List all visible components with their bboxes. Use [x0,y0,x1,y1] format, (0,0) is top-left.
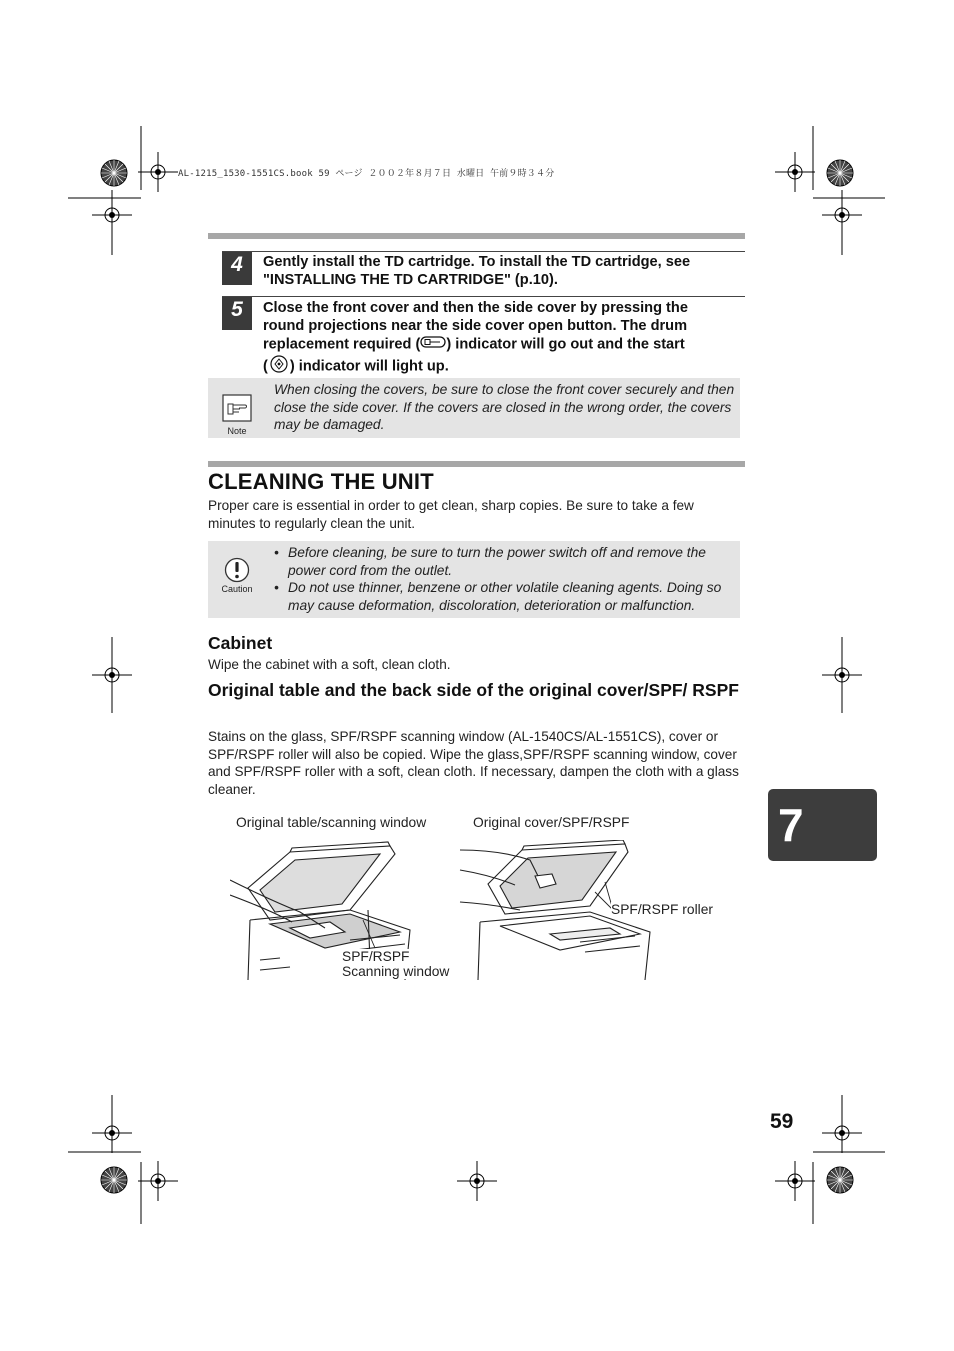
section-intro: Proper care is essential in order to get clean, sharp copies. Be sure to take a few minutes to regularly clean the unit. [208,498,694,531]
section-rule [208,461,745,467]
list-item [274,544,736,579]
start-indicator-icon [268,355,290,379]
caution-label: Caution [221,584,253,594]
step-5-line-part: replacement required ( [263,336,421,353]
caution-list [274,544,736,614]
step-4-text: Gently install the TD cartridge. To install the TD cartridge, see "INSTALLING THE TD CARTRIDGE" (p.10). [263,254,691,288]
step-5-line-part: ) indicator will go out and the start [446,336,685,353]
section-title: CLEANING THE UNIT [208,469,434,494]
note-text: When closing the covers, be sure to close the front cover securely and then close the side cover. If the covers are closed in the wrong order, the covers may be damaged. [274,382,735,433]
caution-item-text: Do not use thinner, benzene or other volatile cleaning agents. Doing so may cause deformation, discoloration, deterioration or malfunction. [288,580,722,613]
bullet: • [274,580,279,596]
exclamation-icon [218,557,256,585]
chapter-tab: 7 [768,789,877,861]
caution-item-text: Before cleaning, be sure to turn the power switch off and remove the power cord from the outlet. [288,545,706,578]
bullet: • [274,545,279,560]
print-metadata: AL-1215_1530-1551CS.book 59 ページ ２００２年８月７日 水曜日 午前９時３４分 [178,169,555,179]
step-5-line-part: ) indicator will light up. [289,358,449,375]
divider [222,251,745,252]
list-item [274,579,736,614]
label-scanning-window: Scanning window [342,964,450,979]
step-5-line: Close the front cover and then the side cover by pressing the [263,300,688,316]
note-label: Note [227,426,247,436]
step-5-line [263,335,745,355]
caption-left: Original table/scanning window [236,815,427,830]
step-5-text [263,300,745,378]
divider [222,296,745,297]
note-icon-wrap [222,394,252,436]
label-spf-rspf: SPF/RSPF [342,949,410,964]
pointing-hand-icon [222,394,252,422]
step-number-5: 5 [222,297,252,330]
copier-illustration [230,840,660,980]
page-number: 59 [770,1110,794,1133]
top-rule [208,233,745,239]
step-5-line-part: ( [263,358,268,375]
step-5-line [263,355,745,379]
original-table-heading: Original table and the back side of the original cover/SPF/ RSPF [208,680,739,700]
step-number-4: 4 [222,252,252,285]
step-5-line: round projections near the side cover open button. The drum [263,317,688,334]
caption-right: Original cover/SPF/RSPF [473,815,630,830]
cabinet-text: Wipe the cabinet with a soft, clean cloth. [208,657,451,672]
original-table-text: Stains on the glass, SPF/RSPF scanning window (AL-1540CS/AL-1551CS), cover or SPF/RSPF roller will also be copied. Wipe the glass,SPF/RSPF scanning window, cover and SPF/RSPF roller with a soft, clean cloth. If necessary, dampen the cloth with a glass cleaner. [208,729,739,797]
caution-icon-wrap [218,557,256,594]
drum-replacement-icon [420,335,446,355]
cabinet-heading: Cabinet [208,633,273,653]
label-roller: SPF/RSPF roller [611,902,713,917]
